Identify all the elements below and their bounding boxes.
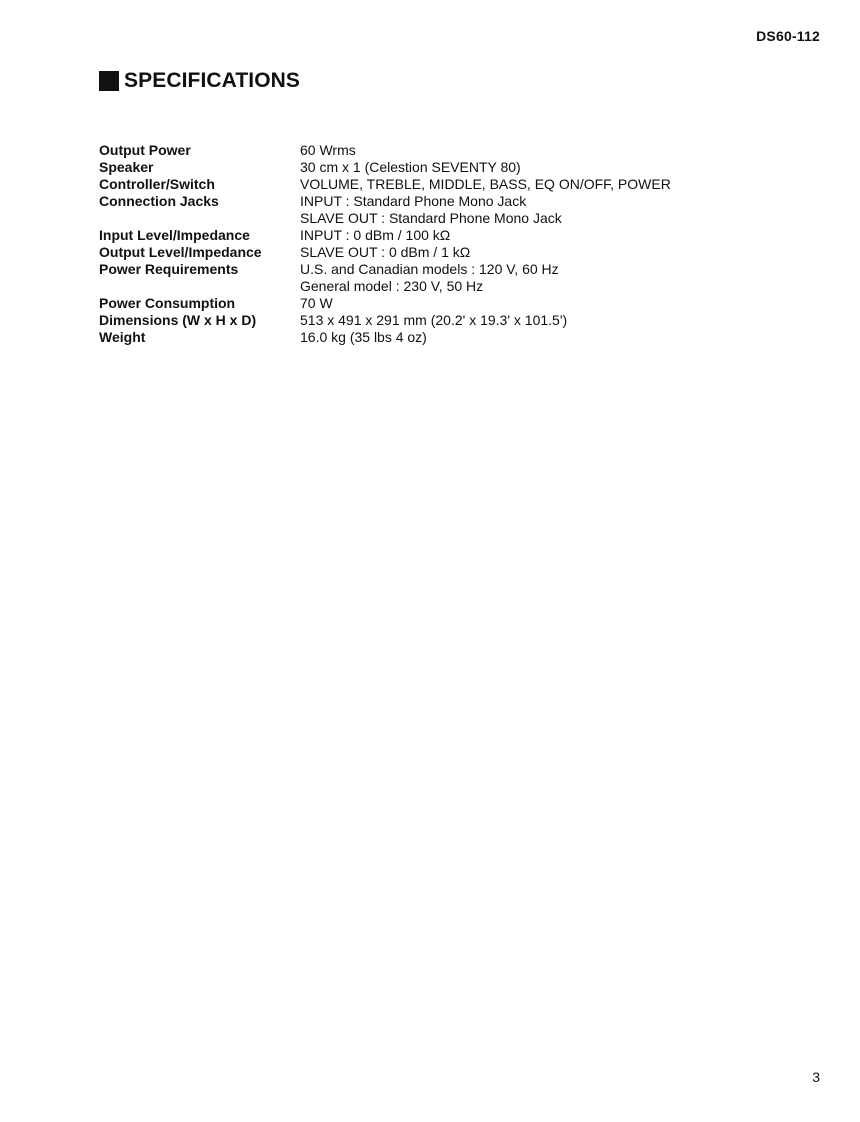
spec-label: Controller/Switch — [99, 176, 215, 192]
spec-row-power-consumption — [99, 295, 739, 312]
spec-value-line: 513 x 491 x 291 mm (20.2' x 19.3' x 101.5') — [300, 312, 568, 328]
spec-row-weight — [99, 329, 739, 346]
spec-value — [300, 159, 739, 176]
spec-label: Dimensions (W x H x D) — [99, 312, 257, 328]
spec-label: Speaker — [99, 159, 154, 175]
spec-row-speaker — [99, 159, 739, 176]
spec-value — [300, 261, 739, 295]
spec-value-line: 60 Wrms — [300, 142, 356, 158]
spec-row-output-power — [99, 142, 739, 159]
spec-value — [300, 227, 739, 244]
spec-value — [300, 193, 739, 227]
spec-label: Power Consumption — [99, 295, 236, 311]
section-heading — [99, 69, 300, 93]
spec-value — [300, 312, 739, 329]
spec-value — [300, 329, 739, 346]
spec-value — [300, 142, 739, 159]
spec-label: Input Level/Impedance — [99, 227, 250, 243]
spec-row-controller-switch — [99, 176, 739, 193]
document-code: DS60-112 — [756, 28, 820, 44]
page-number: 3 — [812, 1069, 820, 1085]
heading-square-marker — [99, 71, 119, 91]
spec-row-power-requirements — [99, 261, 739, 295]
spec-row-connection-jacks — [99, 193, 739, 227]
spec-value — [300, 244, 739, 261]
spec-value — [300, 295, 739, 312]
spec-value-line: INPUT : 0 dBm / 100 kΩ — [300, 227, 451, 243]
spec-value — [300, 176, 739, 193]
specifications-table — [99, 142, 739, 346]
spec-value-line: 16.0 kg (35 lbs 4 oz) — [300, 329, 427, 345]
spec-value-line: 70 W — [300, 295, 333, 311]
spec-label: Output Power — [99, 142, 191, 158]
spec-label: Connection Jacks — [99, 193, 219, 209]
spec-value-line: 30 cm x 1 (Celestion SEVENTY 80) — [300, 159, 521, 175]
spec-label: Power Requirements — [99, 261, 239, 277]
spec-value-line: SLAVE OUT : Standard Phone Mono Jack — [300, 210, 562, 226]
spec-value-line: SLAVE OUT : 0 dBm / 1 kΩ — [300, 244, 471, 260]
spec-value-line: INPUT : Standard Phone Mono Jack — [300, 193, 527, 209]
spec-value-line: VOLUME, TREBLE, MIDDLE, BASS, EQ ON/OFF, POWER — [300, 176, 671, 192]
spec-value-line: General model : 230 V, 50 Hz — [300, 278, 484, 294]
spec-row-input-level — [99, 227, 739, 244]
spec-row-dimensions — [99, 312, 739, 329]
spec-label: Weight — [99, 329, 146, 345]
spec-label: Output Level/Impedance — [99, 244, 262, 260]
spec-value-line: U.S. and Canadian models : 120 V, 60 Hz — [300, 261, 559, 277]
spec-row-output-level — [99, 244, 739, 261]
section-title: SPECIFICATIONS — [124, 69, 301, 92]
